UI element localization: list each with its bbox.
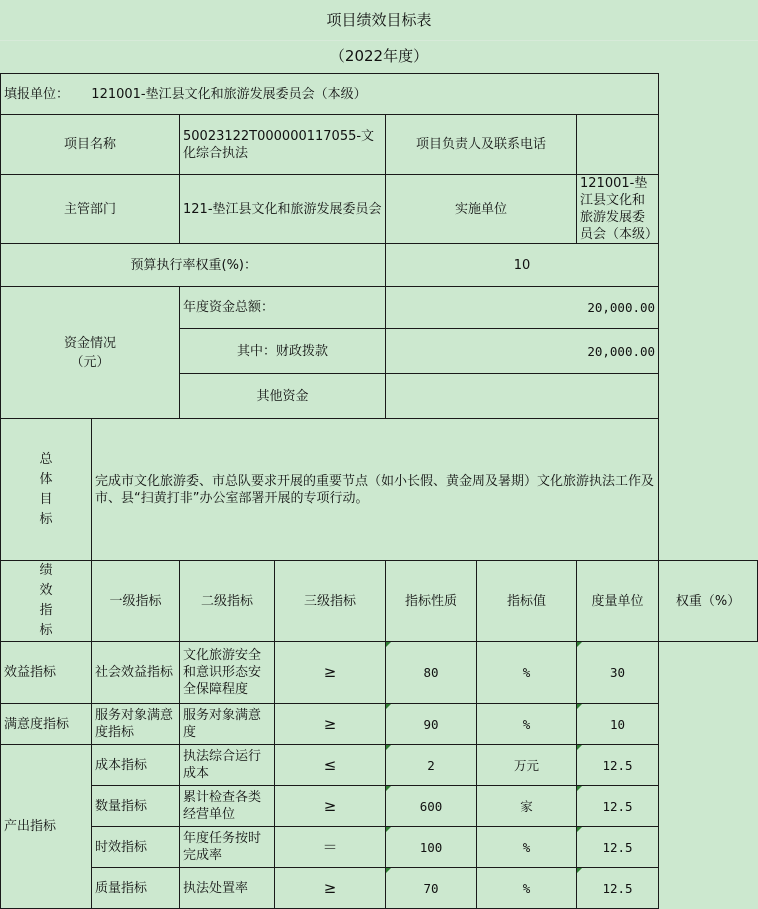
indicator-unit: %	[477, 868, 577, 909]
funds-total-label: 年度资金总额：	[180, 287, 386, 329]
indicator-row	[1, 827, 758, 868]
header-value: 指标值	[477, 561, 577, 642]
indicator-l2: 时效指标	[92, 827, 180, 868]
funds-label: 资金情况（元）	[1, 287, 180, 419]
indicator-l1: 效益指标	[1, 642, 92, 704]
indicator-unit: 万元	[477, 745, 577, 786]
funds-other-label: 其他资金	[180, 374, 386, 419]
indicator-nature: ≥	[275, 786, 386, 827]
contact-label: 项目负责人及联系电话	[386, 115, 577, 175]
indicator-weight: 12.5	[577, 827, 659, 868]
dept-value: 121-垫江县文化和旅游发展委员会	[180, 175, 386, 244]
indicator-nature: ≥	[275, 704, 386, 745]
indicator-l2: 成本指标	[92, 745, 180, 786]
indicator-row	[1, 786, 758, 827]
indicator-l1: 满意度指标	[1, 704, 92, 745]
indicator-unit: %	[477, 704, 577, 745]
indicator-weight: 12.5	[577, 745, 659, 786]
impl-value: 121001-垫江县文化和旅游发展委员会（本级）	[577, 175, 659, 244]
funds-total-value: 20,000.00	[386, 287, 659, 329]
indicator-weight: 10	[577, 704, 659, 745]
unit-row	[1, 74, 659, 115]
header-unit: 度量单位	[577, 561, 659, 642]
indicator-unit: 家	[477, 786, 577, 827]
indicator-l3: 文化旅游安全和意识形态安全保障程度	[180, 642, 275, 704]
indicator-l3: 累计检查各类经营单位	[180, 786, 275, 827]
indicator-nature: ＝	[275, 827, 386, 868]
indicator-row	[1, 745, 758, 786]
page-title: 项目绩效目标表	[0, 0, 758, 41]
contact-value	[577, 115, 659, 175]
indicator-row	[1, 704, 758, 745]
indicator-unit: %	[477, 642, 577, 704]
indicator-l2: 质量指标	[92, 868, 180, 909]
year-subtitle: （2022年度）	[329, 47, 429, 65]
header-l3: 三级指标	[275, 561, 386, 642]
indicator-weight: 12.5	[577, 786, 659, 827]
project-name-label: 项目名称	[1, 115, 180, 175]
indicator-weight: 12.5	[577, 868, 659, 909]
indicator-weight: 30	[577, 642, 659, 704]
funds-fiscal-label: 其中：财政拨款	[180, 329, 386, 374]
impl-label: 实施单位	[386, 175, 577, 244]
indicator-value: 100	[386, 827, 477, 868]
indicator-value: 80	[386, 642, 477, 704]
indicator-unit: %	[477, 827, 577, 868]
budget-weight-label: 预算执行率权重(%)：	[1, 244, 386, 287]
indicator-nature: ≤	[275, 745, 386, 786]
header-l2: 二级指标	[180, 561, 275, 642]
funds-other-value	[386, 374, 659, 419]
unit-value: 121001-垫江县文化和旅游发展委员会（本级）	[91, 86, 367, 102]
indicator-l2: 社会效益指标	[92, 642, 180, 704]
indicator-value: 70	[386, 868, 477, 909]
goal-table	[0, 73, 758, 909]
indicator-nature: ≥	[275, 642, 386, 704]
indicator-value: 2	[386, 745, 477, 786]
project-name-value: 50023122T000000117055-文化综合执法	[180, 115, 386, 175]
indicator-l3: 执法综合运行成本	[180, 745, 275, 786]
indicator-l2: 服务对象满意度指标	[92, 704, 180, 745]
indicator-l1: 产出指标	[1, 745, 92, 909]
budget-weight-value: 10	[386, 244, 659, 287]
header-nature: 指标性质	[386, 561, 477, 642]
indicator-l3: 执法处置率	[180, 868, 275, 909]
indicator-l3: 年度任务按时完成率	[180, 827, 275, 868]
indicator-l3: 服务对象满意度	[180, 704, 275, 745]
indicator-value: 600	[386, 786, 477, 827]
header-l1: 一级指标	[92, 561, 180, 642]
header-weight: 权重（%）	[659, 561, 758, 642]
indicator-row	[1, 642, 758, 704]
perf-label: 绩效指标	[1, 561, 92, 642]
indicator-nature: ≥	[275, 868, 386, 909]
indicator-l2: 数量指标	[92, 786, 180, 827]
goal-label: 总体目标	[1, 419, 92, 561]
goal-text: 完成市文化旅游委、市总队要求开展的重要节点（如小长假、黄金周及暑期）文化旅游执法工作及市、县“扫黄打非”办公室部署开展的专项行动。	[92, 419, 659, 561]
indicator-value: 90	[386, 704, 477, 745]
unit-label: 填报单位：	[4, 86, 70, 102]
dept-label: 主管部门	[1, 175, 180, 244]
funds-fiscal-value: 20,000.00	[386, 329, 659, 374]
